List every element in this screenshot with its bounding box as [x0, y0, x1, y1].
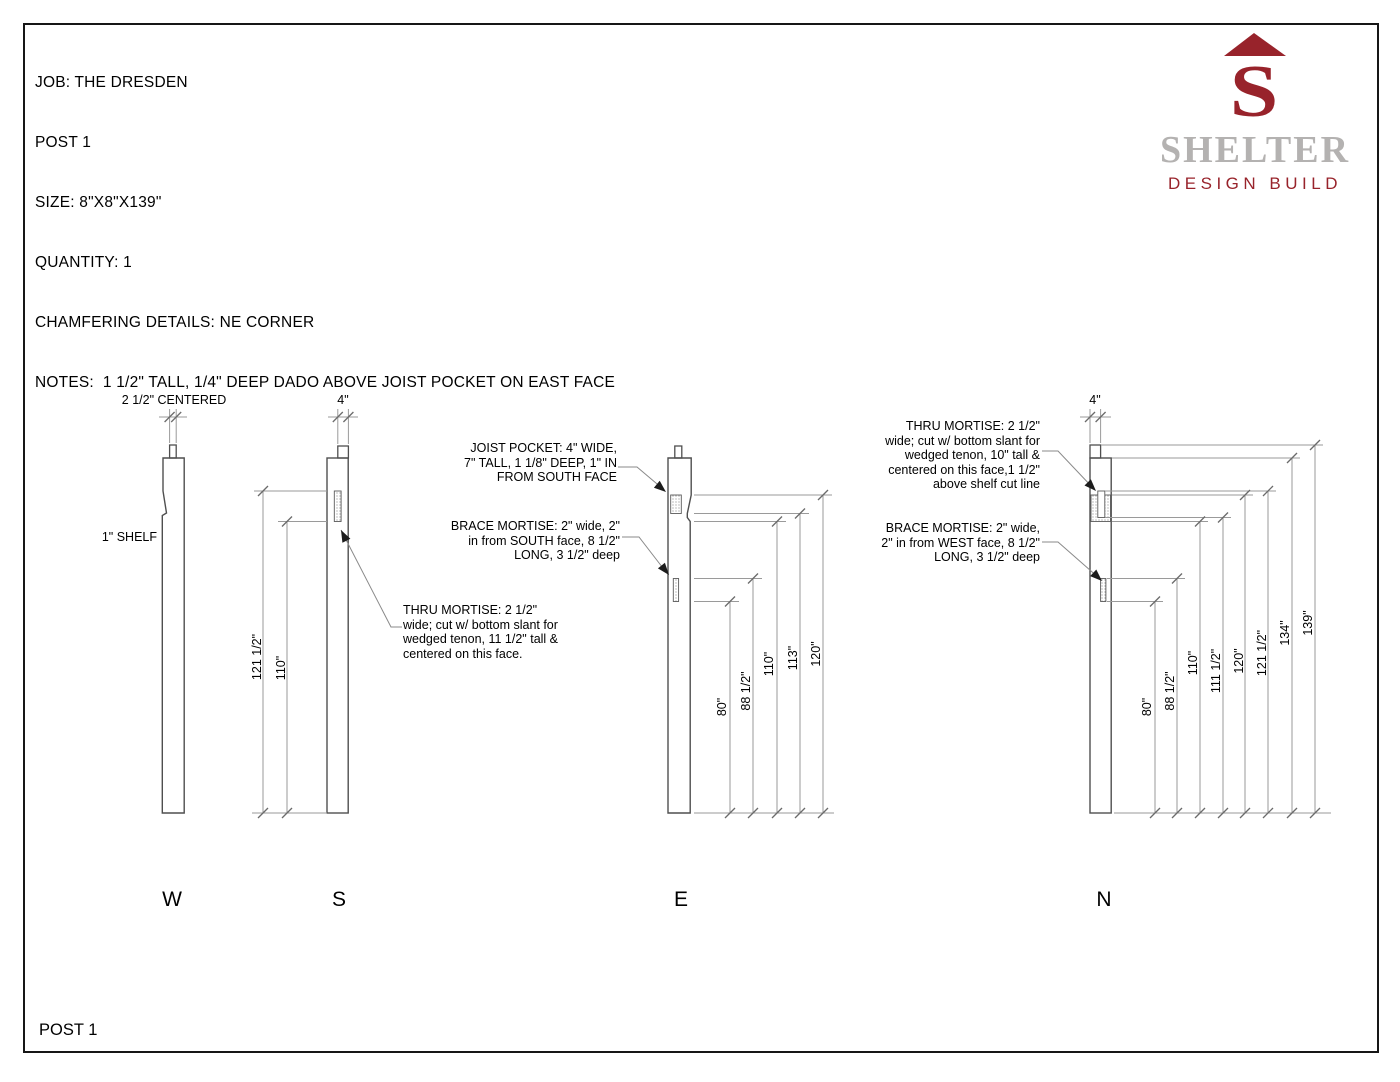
east-dim-110: 110"	[762, 651, 776, 677]
sheet-label: POST 1	[39, 1021, 98, 1039]
brace-mortise-north-note: BRACE MORTISE: 2" wide, 2" in from WEST face, 8 1/2" LONG, 3 1/2" deep	[881, 521, 1040, 564]
notes-line: NOTES: 1 1/2" TALL, 1/4" DEEP DADO ABOVE JOIST POCKET ON EAST FACE	[35, 374, 616, 391]
north-thru-mortise-slot	[1098, 491, 1105, 518]
west-post-tenon	[170, 445, 177, 458]
north-view-label: N	[1096, 888, 1112, 911]
east-dim-113: 113"	[786, 645, 800, 671]
joist-pocket-note: JOIST POCKET: 4" WIDE, 7" TALL, 1 1/8" DEEP, 1" IN FROM SOUTH FACE	[464, 441, 617, 484]
north-dim-88-5: 88 1/2"	[1163, 671, 1177, 711]
south-view	[250, 393, 402, 911]
east-joist-pocket	[671, 495, 682, 514]
logo-s-glyph: S	[1229, 50, 1279, 124]
south-top-dim-label: 4"	[337, 393, 349, 407]
north-post-tenon	[1090, 445, 1101, 458]
east-brace-mortise	[673, 579, 678, 602]
east-view-label: E	[673, 888, 689, 911]
thru-mortise-north-note: THRU MORTISE: 2 1/2" wide; cut w/ bottom slant for wedged tenon, 10" tall & centered on this face,1 1/2" above shelf cut line	[885, 419, 1040, 491]
north-brace-mortise	[1101, 579, 1106, 602]
thru-mortise-south-note: THRU MORTISE: 2 1/2" wide; cut w/ bottom slant for wedged tenon, 11 1/2" tall & centered on this face.	[403, 603, 559, 661]
east-view	[618, 446, 834, 911]
west-post-outline	[162, 458, 184, 813]
south-dim-121-5: 121 1/2"	[250, 633, 264, 681]
north-dim-134: 134"	[1278, 620, 1292, 646]
size-line: SIZE: 8"X8"X139"	[35, 194, 162, 211]
west-top-dim-label: 2 1/2" CENTERED	[121, 393, 227, 407]
east-dim-80: 80"	[715, 697, 729, 717]
quantity-line: QUANTITY: 1	[35, 254, 132, 271]
logo-wordmark: SHELTER	[1159, 129, 1351, 171]
east-dim-88-5: 88 1/2"	[739, 671, 753, 711]
west-view-label: W	[162, 888, 182, 911]
south-view-label: S	[331, 888, 347, 911]
north-dim-80: 80"	[1140, 697, 1154, 717]
post-line: POST 1	[35, 134, 92, 151]
east-dim-120: 120"	[809, 641, 823, 667]
south-dim-110: 110"	[274, 655, 288, 681]
north-dim-110: 110"	[1186, 650, 1200, 676]
chamfer-line: CHAMFERING DETAILS: NE CORNER	[35, 314, 315, 331]
south-thru-mortise	[334, 491, 341, 522]
north-dim-139: 139"	[1301, 610, 1315, 636]
brace-mortise-east-note: BRACE MORTISE: 2" wide, 2" in from SOUTH face, 8 1/2" LONG, 3 1/2" deep	[450, 519, 620, 562]
north-view	[1042, 393, 1331, 911]
south-post-tenon	[338, 446, 349, 458]
west-shelf-label: 1" SHELF	[101, 530, 157, 544]
west-view	[102, 393, 226, 911]
north-dim-121-5: 121 1/2"	[1255, 629, 1269, 677]
logo-tagline: DESIGN BUILD	[1168, 174, 1342, 193]
north-dim-111-5: 111 1/2"	[1209, 648, 1223, 694]
east-post-tenon	[675, 446, 682, 458]
north-dim-120: 120"	[1232, 648, 1246, 674]
north-top-dim-label: 4"	[1089, 393, 1101, 407]
job-line: JOB: THE DRESDEN	[35, 74, 188, 91]
